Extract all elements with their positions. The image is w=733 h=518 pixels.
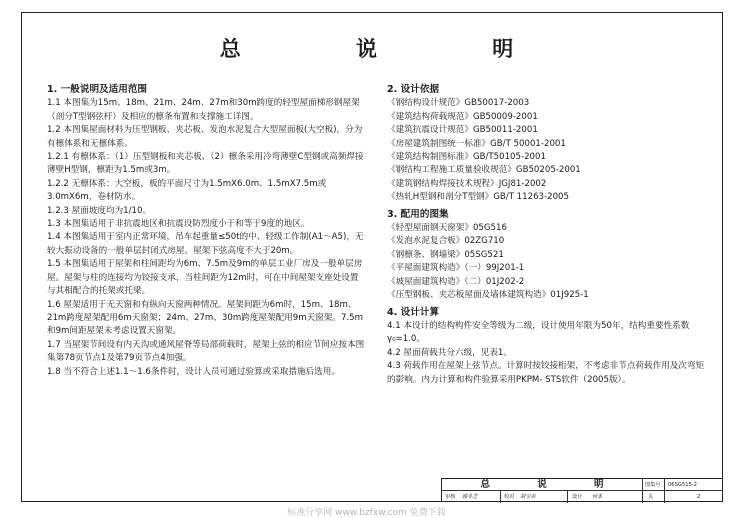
left-column: [47, 83, 365, 379]
para-1-8: 1.8 当不符合上述1.1～1.6条件时，设计人员可通过验算或采取措施后选用。: [47, 366, 340, 377]
watermark: 标准分享网 www.bzfxw.com 免费下载: [287, 508, 446, 518]
para-1-6: 1.6 屋架适用于无天窗和有纵向天窗两种情况。屋架间距为6m时，15m、18m、21m跨度屋架配用6m天窗架；24m、27m、30m跨度屋架配用9m天窗架。7.5m和9m间距屋架未考虑设置天窗架。: [47, 299, 364, 337]
right-column: [387, 83, 707, 387]
code-ref: 《建筑钢结构焊接技术规程》JGJ81-2002: [387, 178, 547, 189]
section-2-heading: 2. 设计依据: [387, 84, 440, 95]
designer-signature: 何柔: [592, 494, 603, 500]
code-ref: 《钢结构工程施工质量验收规范》GB50205-2001: [387, 165, 581, 176]
section-3-heading: 3. 配用的图集: [387, 208, 449, 220]
atlas-ref: 《平屋面建筑构造》（一）99J201-1: [387, 263, 525, 274]
para-1-5: 1.5 本图集适用于屋架和柱间距均为6m、7.5m及9m的单层工业厂房及一般单层房屋。屋架与柱的连接均为铰接支承，当柱间距为12m时，可在中间屋架支座处设置与其相配合的托架或托梁。: [47, 259, 363, 297]
para-4-3: 4.3 荷载作用在屋架上弦节点。计算时按铰接桁架，不考虑非节点荷载作用及次弯矩的影响。内力计算和构件验算采用PKPM- STS软件（2005版）。: [387, 361, 705, 385]
page-number: 2: [697, 494, 701, 500]
para-1-7: 1.7 当屋架节间设有内天沟或通风屋脊等局部荷载时，屋架上弦的相应节间应按本图集第78页节点1及第79页节点4加强。: [47, 339, 365, 364]
atlas-ref: 《坡屋面建筑构造》（二）01J202-2: [387, 276, 525, 287]
atlas-ref: 《轻型屋面钢天窗架》05G516: [387, 223, 507, 234]
code-ref: 《钢结构设计规范》GB50017-2003: [387, 98, 530, 109]
code-ref: 《建筑结构荷载规范》GB50009-2001: [387, 111, 538, 122]
atlas-ref: 《压型钢板、夹芯板屋面及墙体建筑构造》01J925-1: [387, 290, 589, 301]
review-label: 审核: [445, 494, 456, 500]
para-4-1: 4.1 本设计的结构构件安全等级为二级，设计使用年限为50年，结构重要性系数γ₀=1.0。: [387, 320, 690, 345]
section-1-heading: 1. 一般说明及适用范围: [47, 84, 148, 95]
atlas-ref: 《钢檩条、钢墙梁》05SG521: [387, 249, 504, 260]
code-ref: 《建筑结构制图标准》GB/T50105-2001: [387, 152, 546, 163]
title-block-title: 总 说 明: [480, 479, 626, 490]
code-ref: 《热轧H型钢和剖分T型钢》GB/T 11263-2005: [387, 192, 569, 203]
checker-signature: 胡宝弟: [520, 494, 536, 500]
para-1-2-2: 1.2.2 无檩体系：大空板，板的平面尺寸为1.5mX6.0m、1.5mX7.5m或3.0mX6m，卷材防水。: [47, 178, 327, 203]
code-ref: 《房屋建筑制图统一标准》GB/T 50001-2001: [387, 138, 566, 149]
page-label: 页: [648, 494, 654, 500]
para-1-2-3: 1.2.3 屋面坡度均为1/10。: [47, 205, 152, 216]
code-ref: 《建筑抗震设计规范》GB50011-2001: [387, 125, 538, 136]
para-1-4: 1.4 本图集适用于室内正常环境，吊车起重量≤50t的中、轻级工作制(A1～A5)，无较大振动设备的一般单层封闭式房屋。屋架下弦高度不大于20m。: [47, 232, 364, 256]
para-1-2-1: 1.2.1 有檩体系：（1）压型钢板和夹芯板、（2）檩条采用冷弯薄壁C型钢或高频焊接薄壁H型钢，檩距为1.5m或3m。: [47, 152, 364, 176]
check-label: 校对: [504, 494, 515, 500]
design-label: 设计: [572, 494, 583, 500]
para-1-3: 1.3 本图集适用于非抗震地区和抗震设防烈度小于和等于9度的地区。: [47, 219, 310, 230]
atlas-no: 06SG515-2: [668, 482, 697, 488]
page-title: 总 说 明: [219, 37, 568, 61]
atlas-no-label: 图集号: [645, 482, 661, 488]
para-1-2: 1.2 本图集屋面材料为压型钢板、夹芯板、发泡水泥复合大型屋面板(大空板)，分为有檩体系和无檩体系。: [47, 125, 363, 149]
para-4-2: 4.2 屋面荷载共分六级，见表1。: [387, 347, 512, 358]
title-block: [441, 478, 723, 502]
reviewer-signature: 滕冬芝: [462, 494, 478, 500]
atlas-ref: 《发泡水泥复合板》02ZG710: [387, 236, 505, 247]
section-4-heading: 4. 设计计算: [387, 306, 440, 318]
para-1-1: 1.1 本图集为15m、18m、21m、24m、27m和30m跨度的轻型屋面梯形钢屋架（剖分T型钢弦杆）及相应的檩条布置和支撑施工详图。: [47, 98, 360, 122]
